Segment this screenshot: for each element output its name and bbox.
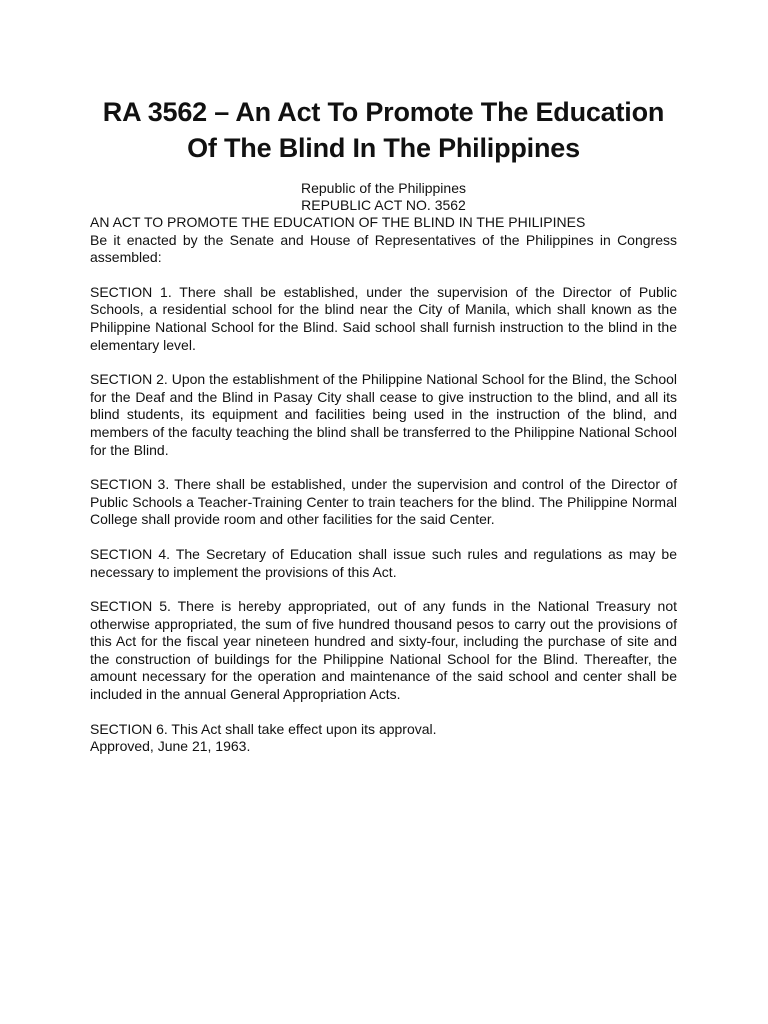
act-number-line: REPUBLIC ACT NO. 3562 xyxy=(301,197,466,213)
document-title: RA 3562 – An Act To Promote The Education Of The Blind In The Philippines xyxy=(102,97,665,163)
approval-date: Approved, June 21, 1963. xyxy=(90,738,251,755)
document-body xyxy=(90,232,677,756)
section-6: SECTION 6. This Act shall take effect upon its approval. xyxy=(90,720,437,737)
section-2: SECTION 2. Upon the establishment of the Philippine National School for the Blind, the School for the Deaf and the Blind in Pasay City shall cease to give instruction to the blind, and all its blind students, its equipment and facilities being used in the instruction of the blind, and members of the faculty teaching the blind shall be transferred to the Philippine National School for the Blind. xyxy=(90,371,677,458)
document-page xyxy=(90,94,677,756)
section-5: SECTION 5. There is hereby appropriated, out of any funds in the National Treasury not otherwise appropriated, the sum of five hundred thousand pesos to carry out the provisions of this Act for the fiscal year nineteen hundred and sixty-four, including the purchase of site and the construction of buildings for the Philippine National School for the Blind. Thereafter, the amount necessary for the operation and maintenance of the said school and center shall be included in the annual General Appropriation Acts. xyxy=(90,598,677,703)
document-header xyxy=(90,180,677,214)
republic-line: Republic of the Philippines xyxy=(301,180,466,196)
section-3: SECTION 3. There shall be established, under the supervision and control of the Director of Public Schools a Teacher-Training Center to train teachers for the blind. The Philippine Normal College shall provide room and other facilities for the said Center. xyxy=(90,476,677,528)
section-1: SECTION 1. There shall be established, under the supervision of the Director of Public Schools, a residential school for the blind near the City of Manila, which shall known as the Philippine National School for the Blind. Said school shall furnish instruction to the blind in the elementary level. xyxy=(90,283,677,353)
act-title-line: AN ACT TO PROMOTE THE EDUCATION OF THE BLIND IN THE PHILIPINES xyxy=(90,214,586,230)
section-4: SECTION 4. The Secretary of Education shall issue such rules and regulations as may be necessary to implement the provisions of this Act. xyxy=(90,545,677,580)
enacting-clause: Be it enacted by the Senate and House of Representatives of the Philippines in Congress assembled: xyxy=(90,231,677,266)
